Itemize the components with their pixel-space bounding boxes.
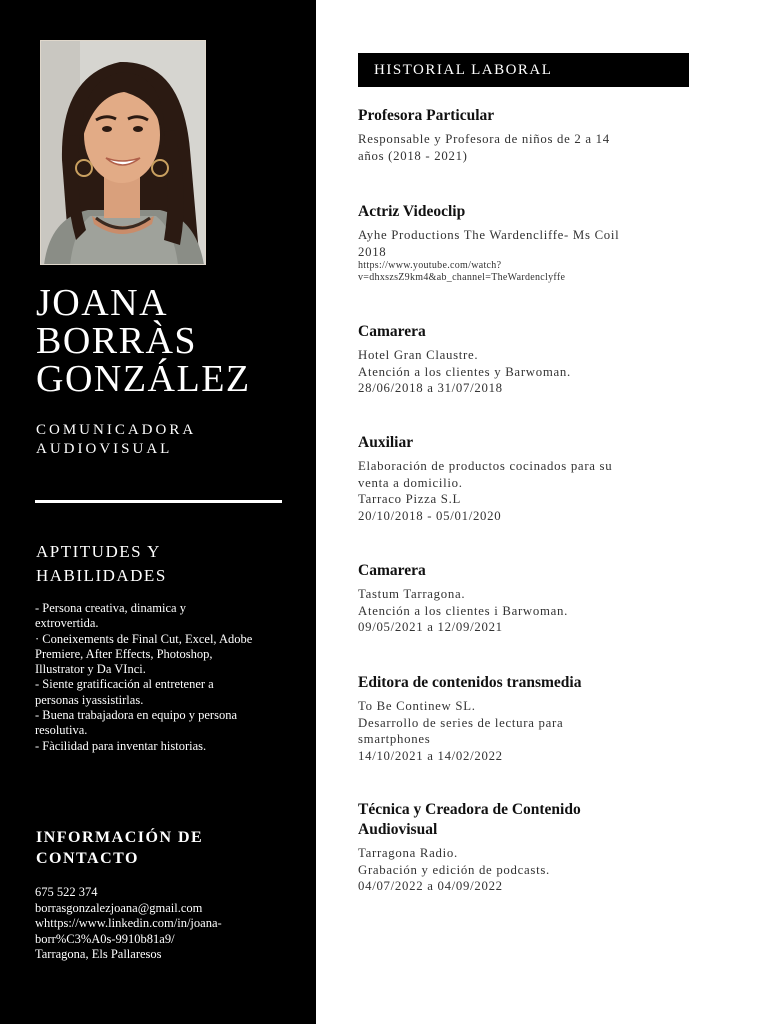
job-line: Hotel Gran Claustre. [358, 348, 479, 362]
job-entry [358, 673, 688, 764]
profile-photo [40, 40, 206, 265]
job-entry [358, 433, 688, 524]
job-line: smartphones [358, 732, 431, 746]
job-entry [358, 322, 688, 397]
job-description [358, 131, 688, 164]
sidebar [0, 0, 316, 1024]
contact-heading-line: INFORMACIÓN DE [36, 829, 204, 846]
job-line: 09/05/2021 a 12/09/2021 [358, 620, 503, 634]
job-title [358, 800, 688, 840]
work-history-heading: HISTORIAL LABORAL [358, 53, 689, 87]
job-line: venta a domicilio. [358, 475, 463, 490]
job-line: Tarragona Radio. [358, 846, 458, 860]
job-title-line: Actriz Videoclip [358, 203, 466, 220]
linkedin-link[interactable]: whttps://www.linkedin.com/in/joana- [35, 916, 222, 930]
job-title-line: Editora de contenidos transmedia [358, 674, 582, 691]
job-description [358, 586, 688, 636]
job-line: 04/07/2022 a 04/09/2022 [358, 879, 503, 893]
job-title [358, 202, 688, 222]
skills-heading [36, 540, 296, 588]
job-title-line: Técnica y Creadora de Contenido [358, 801, 581, 818]
job-description [358, 458, 688, 524]
skills-line: · Coneixements de Final Cut, Excel, Adobe [35, 631, 253, 646]
skills-line: - Buena trabajadora en equipo y persona [35, 708, 238, 723]
job-line: 2018 [358, 244, 387, 259]
skills-line: - Siente gratificación al entretener a [35, 677, 214, 692]
contact-heading [36, 827, 296, 869]
job-line: Desarrollo de series de lectura para [358, 715, 564, 730]
job-entry [358, 561, 688, 636]
video-link-line[interactable]: https://www.youtube.com/watch? [358, 260, 502, 271]
contact-heading-line: CONTACTO [36, 850, 139, 867]
job-title-line: Audiovisual [358, 821, 438, 838]
job-description [358, 845, 688, 895]
skills-list [35, 601, 290, 754]
skills-heading-line: HABILIDADES [36, 566, 167, 585]
skills-line: personas iyassistirlas. [35, 692, 144, 707]
job-line: Tastum Tarragona. [358, 587, 466, 601]
job-title [358, 106, 688, 126]
job-description [358, 698, 688, 764]
job-description [358, 227, 688, 260]
job-line: Tarraco Pizza S.L [358, 492, 462, 506]
location: Tarragona, Els Pallaresos [35, 947, 162, 961]
video-link-line[interactable]: v=dhxszsZ9km4&ab_channel=TheWardenclyffe [358, 271, 566, 283]
job-title [358, 433, 688, 453]
job-line: 14/10/2021 a 14/02/2022 [358, 748, 503, 763]
skills-line: - Fàcilidad para inventar historias. [35, 738, 207, 753]
title-line: AUDIOVISUAL [36, 441, 173, 457]
name-line: JOANA [36, 282, 169, 324]
name-line: BORRÀS [36, 320, 198, 362]
job-line: 20/10/2018 - 05/01/2020 [358, 508, 502, 523]
title-line: COMUNICADORA [36, 422, 197, 438]
job-line: Atención a los clientes y Barwoman. [358, 364, 571, 379]
job-entry [358, 106, 688, 164]
job-line: Elaboración de productos cocinados para su [358, 459, 613, 473]
job-title-line: Auxiliar [358, 434, 414, 451]
full-name [36, 284, 306, 398]
skills-line: Illustrator y Da VInci. [35, 662, 146, 677]
job-title-line: Profesora Particular [358, 107, 495, 124]
linkedin-link-continued[interactable]: borr%C3%A0s-9910b81a9/ [35, 931, 175, 946]
job-entry [358, 202, 688, 283]
skills-heading-line: APTITUDES Y [36, 542, 161, 561]
skills-line: extrovertida. [35, 616, 99, 631]
name-line: GONZÁLEZ [36, 358, 251, 400]
job-title-line: Camarera [358, 562, 426, 579]
phone-number: 675 522 374 [35, 885, 98, 899]
skills-line: Premiere, After Effects, Photoshop, [35, 646, 213, 661]
divider [35, 500, 282, 503]
professional-title [36, 421, 306, 459]
job-line: Responsable y Profesora de niños de 2 a 14 [358, 132, 610, 146]
skills-line: - Persona creativa, dinamica y [35, 601, 186, 615]
job-title [358, 673, 688, 693]
job-title-line: Camarera [358, 323, 426, 340]
job-description [358, 347, 688, 397]
job-line: Atención a los clientes i Barwoman. [358, 603, 569, 618]
job-line: años (2018 - 2021) [358, 148, 468, 163]
email-address: borrasgonzalezjoana@gmail.com [35, 900, 203, 915]
job-entry [358, 800, 688, 895]
job-line: 28/06/2018 a 31/07/2018 [358, 381, 503, 395]
video-link[interactable] [358, 260, 688, 283]
skills-line: resolutiva. [35, 723, 88, 738]
job-title [358, 322, 688, 342]
job-line: To Be Continew SL. [358, 699, 476, 713]
job-title [358, 561, 688, 581]
contact-info [35, 885, 290, 963]
job-line: Grabación y edición de podcasts. [358, 862, 550, 877]
job-line: Ayhe Productions The Wardencliffe- Ms Coil [358, 228, 620, 242]
